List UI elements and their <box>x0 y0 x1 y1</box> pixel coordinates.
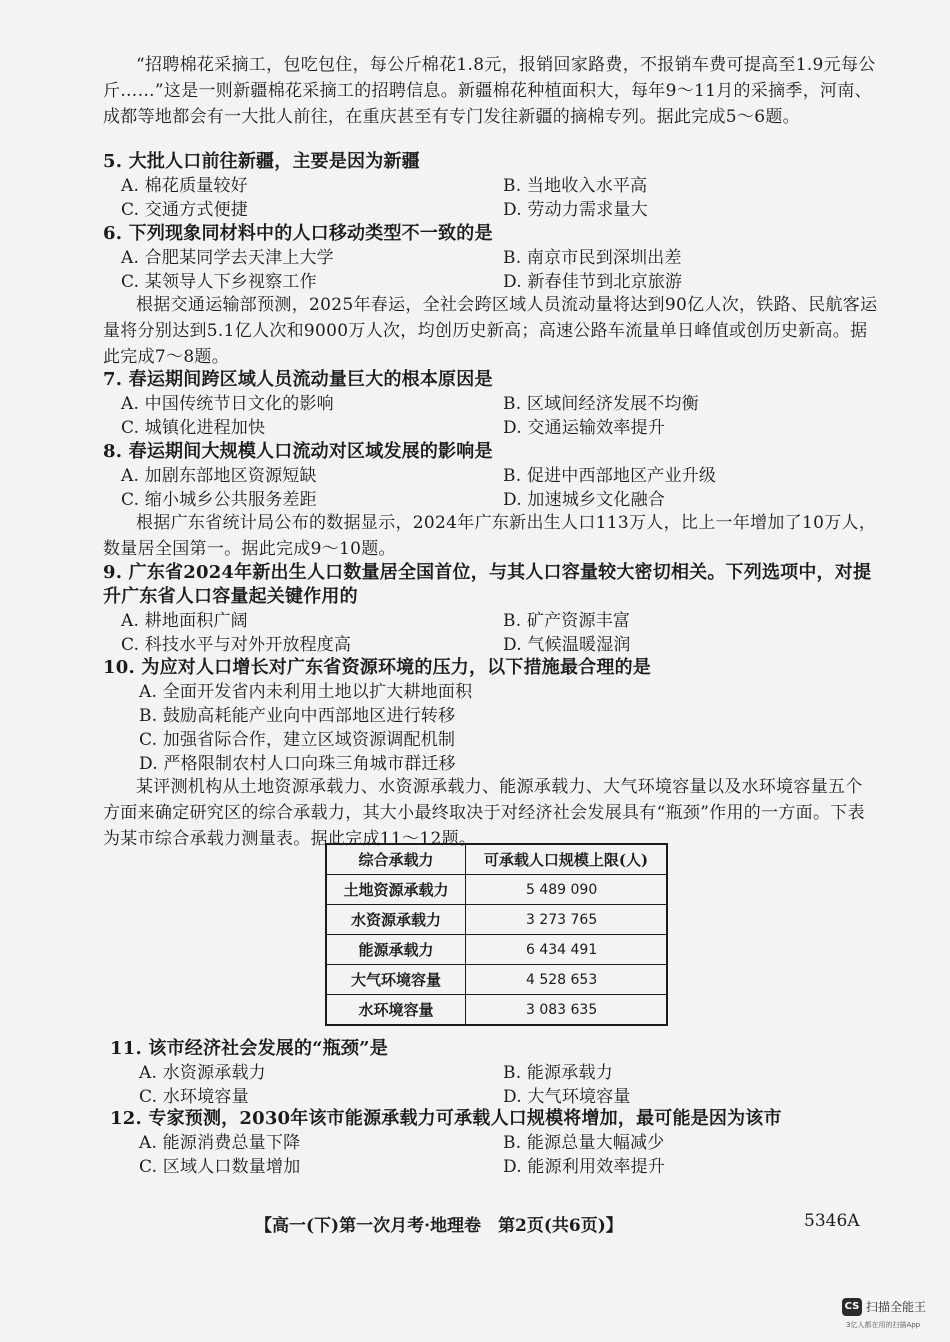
question-8-stem: 8. 春运期间大规模人口流动对区域发展的影响是 <box>103 441 493 462</box>
q11-option-c: C. 水环境容量 <box>139 1087 249 1107</box>
table-cell-value: 3 273 765 <box>466 905 668 935</box>
q6-option-a: A. 合肥某同学去天津上大学 <box>121 248 334 268</box>
camscanner-logo-icon: CS <box>842 1298 862 1316</box>
watermark-tagline: 3亿人都在用的扫描App <box>846 1321 921 1329</box>
table-row <box>326 995 667 1026</box>
scanner-watermark <box>842 1298 942 1338</box>
q5-option-c: C. 交通方式便捷 <box>121 200 249 220</box>
q7-option-c: C. 城镇化进程加快 <box>121 418 266 438</box>
table-row <box>326 875 667 905</box>
q5-option-a: A. 棉花质量较好 <box>121 176 248 196</box>
q10-option-c: C. 加强省际合作，建立区域资源调配机制 <box>139 730 456 750</box>
q8-option-b: B. 促进中西部地区产业升级 <box>503 466 717 486</box>
q8-option-d: D. 加速城乡文化融合 <box>503 490 666 510</box>
table-cell-name: 水资源承载力 <box>326 905 466 935</box>
q12-option-d: D. 能源利用效率提升 <box>503 1157 666 1177</box>
q11-option-d: D. 大气环境容量 <box>503 1087 631 1107</box>
q5-option-b: B. 当地收入水平高 <box>503 176 648 196</box>
table-header-row <box>326 844 667 875</box>
question-7-stem: 7. 春运期间跨区域人员流动量巨大的根本原因是 <box>103 369 493 390</box>
passage-capacity: 某评测机构从土地资源承载力、水资源承载力、能源承载力、大气环境容量以及水环境容量五个方面来确定研究区的综合承载力，其大小最终取决于对经济社会发展具有“瓶颈”作用的一方面。下表为某市综合承载力测量表。据此完成11～12题。 <box>103 777 865 849</box>
table-cell-value: 3 083 635 <box>466 995 668 1026</box>
passage-spring-festival: 根据交通运输部预测，2025年春运，全社会跨区域人员流动量将达到90亿人次，铁路、民航客运量将分别达到5.1亿人次和9000万人次，均创历史新高；高速公路车流量单日峰值或创历史新高。据此完成7～8题。 <box>103 295 878 367</box>
q10-option-d: D. 严格限制农村人口向珠三角城市群迁移 <box>139 754 456 774</box>
passage-guangdong: 根据广东省统计局公布的数据显示，2024年广东新出生人口113万人，比上一年增加了10万人，数量居全国第一。据此完成9～10题。 <box>103 513 877 559</box>
q8-option-c: C. 缩小城乡公共服务差距 <box>121 490 317 510</box>
table-cell-name: 水环境容量 <box>326 995 466 1026</box>
question-6-stem: 6. 下列现象同材料中的人口移动类型不一致的是 <box>103 223 493 244</box>
passage-cotton: “招聘棉花采摘工，包吃包住，每公斤棉花1.8元，报销回家路费，不报销车费可提高至1.9元每公斤……”这是一则新疆棉花采摘工的招聘信息。新疆棉花种植面积大，每年9～11月的采摘季，河南、成都等地都会有一大批人前往，在重庆甚至有专门发往新疆的摘棉专列。据此完成5～6题。 <box>103 55 876 127</box>
q11-option-a: A. 水资源承载力 <box>139 1063 266 1083</box>
q10-option-a: A. 全面开发省内未利用土地以扩大耕地面积 <box>139 682 473 702</box>
question-12-stem: 12. 专家预测，2030年该市能源承载力可承载人口规模将增加，最可能是因为该市 <box>110 1108 782 1129</box>
page-footer: 【高一(下)第一次月考·地理卷 第2页(共6页)】 <box>255 1216 623 1236</box>
watermark-title: 扫描全能王 <box>866 1300 927 1314</box>
table-cell-name: 能源承载力 <box>326 935 466 965</box>
capacity-table <box>325 843 668 1026</box>
q12-option-b: B. 能源总量大幅减少 <box>503 1133 665 1153</box>
q10-option-b: B. 鼓励高耗能产业向中西部地区进行转移 <box>139 706 456 726</box>
table-cell-value: 6 434 491 <box>466 935 668 965</box>
table-row <box>326 905 667 935</box>
q6-option-b: B. 南京市民到深圳出差 <box>503 248 682 268</box>
table-row <box>326 965 667 995</box>
q6-option-d: D. 新春佳节到北京旅游 <box>503 272 683 292</box>
q11-option-b: B. 能源承载力 <box>503 1063 613 1083</box>
table-cell-name: 大气环境容量 <box>326 965 466 995</box>
paper-code: 5346A <box>804 1211 860 1231</box>
table-cell-name: 土地资源承载力 <box>326 875 466 905</box>
question-11-stem: 11. 该市经济社会发展的“瓶颈”是 <box>110 1038 388 1059</box>
question-10-stem: 10. 为应对人口增长对广东省资源环境的压力，以下措施最合理的是 <box>103 657 651 678</box>
q12-option-c: C. 区域人口数量增加 <box>139 1157 301 1177</box>
q9-option-a: A. 耕地面积广阔 <box>121 611 248 631</box>
q5-option-d: D. 劳动力需求量大 <box>503 200 648 220</box>
q8-option-a: A. 加剧东部地区资源短缺 <box>121 466 317 486</box>
q9-option-c: C. 科技水平与对外开放程度高 <box>121 635 352 655</box>
table-cell-value: 4 528 653 <box>466 965 668 995</box>
table-cell-value: 5 489 090 <box>466 875 668 905</box>
q7-option-d: D. 交通运输效率提升 <box>503 418 666 438</box>
table-header-capacity: 综合承载力 <box>326 844 466 875</box>
question-9-stem-cont: 升广东省人口容量起关键作用的 <box>103 586 358 607</box>
q12-option-a: A. 能源消费总量下降 <box>139 1133 301 1153</box>
table-header-population: 可承载人口规模上限(人) <box>466 844 668 875</box>
question-9-stem: 9. 广东省2024年新出生人口数量居全国首位，与其人口容量较大密切相关。下列选项中，对提 <box>103 562 872 583</box>
q9-option-d: D. 气候温暖湿润 <box>503 635 631 655</box>
q7-option-a: A. 中国传统节日文化的影响 <box>121 394 334 414</box>
q9-option-b: B. 矿产资源丰富 <box>503 611 631 631</box>
question-5-stem: 5. 大批人口前往新疆，主要是因为新疆 <box>103 151 420 172</box>
q7-option-b: B. 区域间经济发展不均衡 <box>503 394 699 414</box>
table-row <box>326 935 667 965</box>
q6-option-c: C. 某领导人下乡视察工作 <box>121 272 317 292</box>
